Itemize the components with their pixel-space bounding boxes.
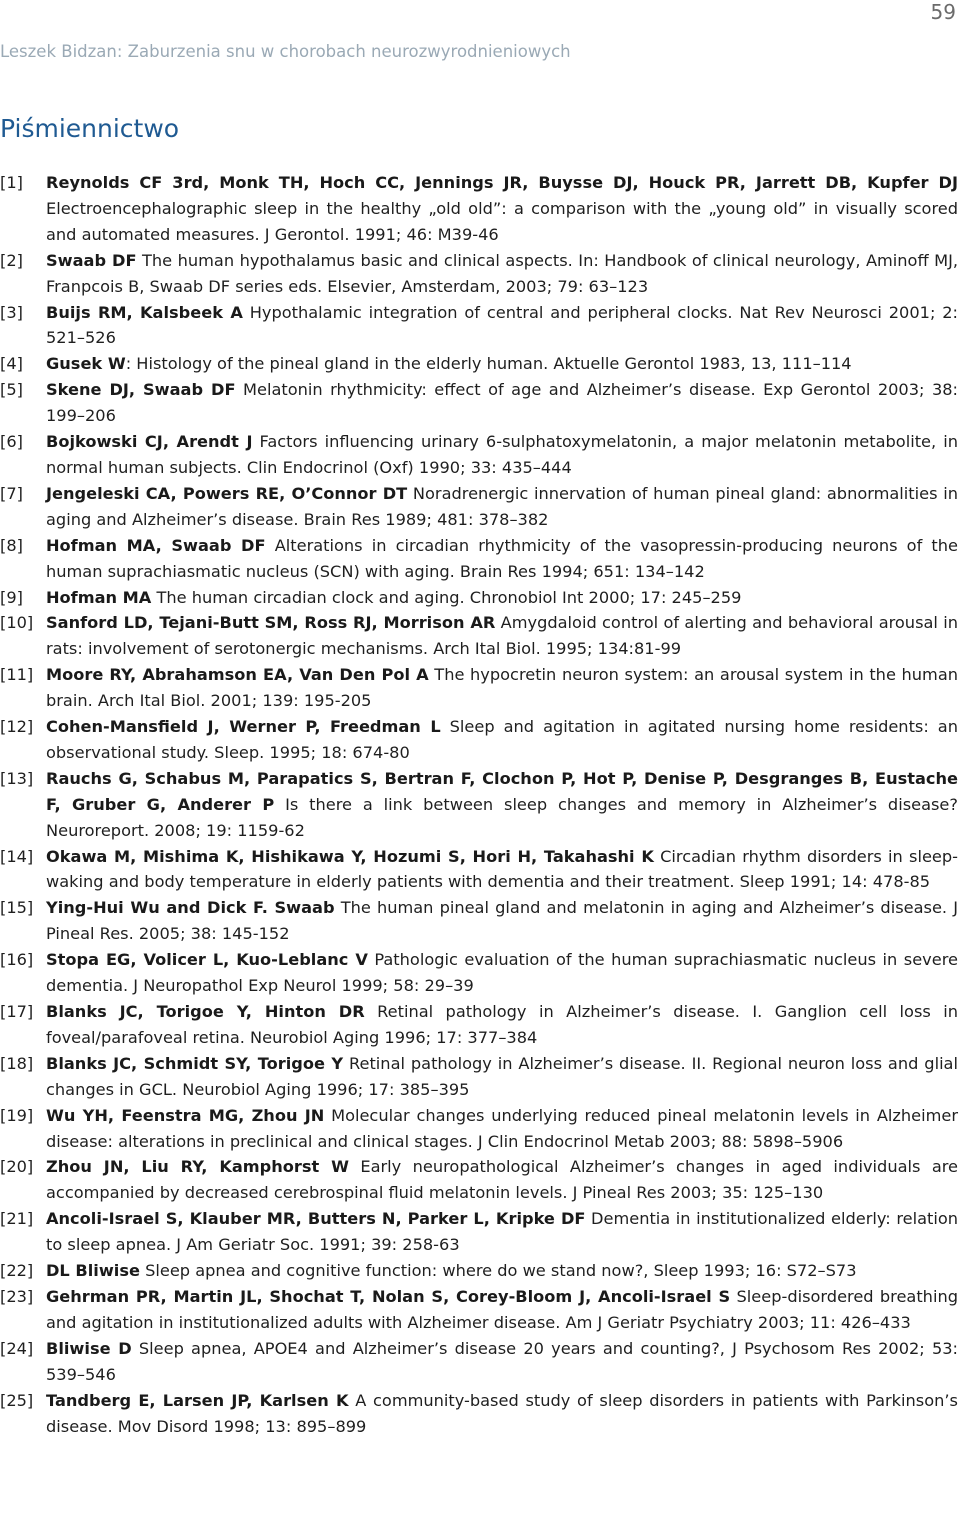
reference-authors: Bojkowski CJ, Arendt J	[46, 432, 253, 452]
running-header-title: Zaburzenia snu w chorobach neurozwyrodnieniowych	[122, 42, 571, 61]
reference-text	[46, 1284, 958, 1336]
reference-citation: Factors influencing urinary 6-sulphatoxymelatonin, a major melatonin metabolite, in normal human subjects. Clin Endocrinol (Oxf) 1990; 33: 435–444	[46, 432, 958, 477]
reference-number: [22]	[0, 1261, 34, 1281]
reference-number: [15]	[0, 898, 34, 918]
reference-number: [23]	[0, 1286, 34, 1306]
reference-number: [11]	[0, 665, 34, 685]
reference-authors: Wu YH, Feenstra MG, Zhou JN	[46, 1105, 325, 1125]
reference-item	[0, 1258, 958, 1284]
reference-citation: Sleep apnea and cognitive function: where do we stand now?, Sleep 1993; 16: S72–S73	[139, 1261, 857, 1281]
reference-number: [2]	[0, 250, 23, 270]
reference-authors: Bliwise D	[46, 1338, 132, 1358]
reference-authors: Hofman MA, Swaab DF	[46, 535, 266, 555]
reference-text	[46, 714, 958, 766]
reference-citation: Sleep-disordered breathing and agitation in institutionalized adults with Alzheimer disease. Am J Geriatr Psychiatry 2003; 11: 426–433	[46, 1286, 958, 1332]
reference-item	[0, 1051, 958, 1103]
reference-item	[0, 377, 958, 429]
reference-number: [21]	[0, 1209, 34, 1229]
reference-authors: Skene DJ, Swaab DF	[46, 380, 236, 400]
reference-text	[46, 585, 958, 611]
reference-text	[46, 377, 958, 429]
reference-number: [6]	[0, 432, 23, 452]
reference-item	[0, 429, 958, 481]
reference-authors: Blanks JC, Torigoe Y, Hinton DR	[46, 1002, 365, 1021]
reference-citation: Molecular changes underlying reduced pineal melatonin levels in Alzheimer disease: alterations in preclinical and clinical stages. J Clin Endocrinol Metab 2003; 88: 5898–5906	[46, 1105, 958, 1151]
reference-number: [4]	[0, 354, 23, 374]
reference-text	[46, 1206, 958, 1258]
reference-number: [17]	[0, 1002, 34, 1021]
running-header	[0, 42, 571, 61]
reference-citation: The human pineal gland and melatonin in aging and Alzheimer’s disease. J Pineal Res. 2005; 38: 145-152	[46, 898, 958, 944]
reference-item	[0, 300, 958, 352]
reference-text	[46, 1388, 958, 1440]
reference-item	[0, 1154, 958, 1206]
reference-text	[46, 844, 958, 896]
reference-citation: Is there a link between sleep changes and memory in Alzheimer’s disease? Neuroreport. 2008; 19: 1159-62	[46, 794, 958, 840]
reference-citation: Sleep and agitation in agitated nursing home residents: an observational study. Sleep. 1995; 18: 674-80	[46, 717, 958, 762]
reference-number: [20]	[0, 1157, 34, 1177]
running-header-author: Leszek Bidzan:	[0, 42, 123, 61]
reference-citation: Alterations in circadian rhythmicity of the vasopressin-producing neurons of the human suprachiasmatic nucleus (SCN) with aging. Brain Res 1994; 651: 134–142	[46, 535, 958, 581]
reference-item	[0, 351, 958, 377]
reference-citation: The human circadian clock and aging. Chronobiol Int 2000; 17: 245–259	[151, 587, 742, 607]
reference-number: [18]	[0, 1053, 34, 1073]
reference-authors: Ancoli-Israel S, Klauber MR, Butters N, Parker L, Kripke DF	[46, 1209, 586, 1229]
reference-citation: : Histology of the pineal gland in the elderly human. Aktuelle Gerontol 1983, 13, 111–114	[125, 354, 852, 374]
reference-item	[0, 248, 958, 300]
reference-item	[0, 1103, 958, 1155]
reference-number: [12]	[0, 717, 34, 737]
reference-item	[0, 533, 958, 585]
reference-text	[46, 662, 958, 714]
reference-citation: Hypothalamic integration of central and peripheral clocks. Nat Rev Neurosci 2001; 2: 521–526	[46, 302, 959, 348]
reference-citation: Retinal pathology in Alzheimer’s disease. I. Ganglion cell loss in foveal/parafoveal retina. Neurobiol Aging 1996; 17: 377–384	[46, 1002, 959, 1047]
reference-number: [8]	[0, 535, 23, 555]
reference-citation: Dementia in institutionalized elderly: relation to sleep apnea. J Am Geriatr Soc. 1991; 39: 258-63	[46, 1209, 958, 1255]
reference-text	[46, 1103, 958, 1155]
reference-item	[0, 895, 958, 947]
reference-authors: DL Bliwise	[46, 1261, 140, 1281]
reference-authors: Cohen-Mansfield J, Werner P, Freedman L	[46, 717, 441, 737]
reference-item	[0, 999, 958, 1051]
reference-text	[46, 248, 958, 300]
reference-number: [24]	[0, 1338, 34, 1358]
reference-authors: Swaab DF	[46, 250, 137, 270]
reference-number: [25]	[0, 1390, 34, 1410]
reference-item	[0, 1388, 958, 1440]
reference-item	[0, 714, 958, 766]
reference-citation: Electroencephalographic sleep in the healthy „old old”: a comparison with the „young old” in visually scored and automated measures. J Gerontol. 1991; 46: M39-46	[46, 198, 958, 244]
reference-citation: The hypocretin neuron system: an arousal system in the human brain. Arch Ital Biol. 2001; 139: 195-205	[46, 665, 958, 711]
reference-authors: Gehrman PR, Martin JL, Shochat T, Nolan S, Corey-Bloom J, Ancoli-Israel S	[46, 1286, 731, 1306]
reference-number: [13]	[0, 768, 34, 788]
reference-text	[46, 766, 958, 844]
reference-number: [9]	[0, 587, 23, 607]
reference-citation: Early neuropathological Alzheimer’s changes in aged individuals are accompanied by decreased cerebrospinal fluid melatonin levels. J Pineal Res 2003; 35: 125–130	[46, 1157, 958, 1203]
reference-authors: Hofman MA	[46, 587, 152, 607]
reference-authors: Ying-Hui Wu and Dick F. Swaab	[46, 898, 335, 918]
reference-citation: Noradrenergic innervation of human pineal gland: abnormalities in aging and Alzheimer’s disease. Brain Res 1989; 481: 378–382	[46, 483, 958, 529]
reference-number: [7]	[0, 483, 23, 503]
reference-authors: Okawa M, Mishima K, Hishikawa Y, Hozumi S, Hori H, Takahashi K	[46, 846, 654, 866]
reference-authors: Gusek W	[46, 354, 126, 374]
reference-item	[0, 766, 958, 844]
reference-text	[46, 170, 958, 248]
reference-item	[0, 585, 958, 611]
reference-text	[46, 895, 958, 947]
reference-authors: Tandberg E, Larsen JP, Karlsen K	[46, 1390, 349, 1410]
reference-authors: Buijs RM, Kalsbeek A	[46, 302, 243, 322]
reference-citation: A community-based study of sleep disorders in patients with Parkinson’s disease. Mov Disord 1998; 13: 895–899	[46, 1390, 958, 1436]
reference-citation: Amygdaloid control of alerting and behavioral arousal in rats: involvement of serotonergic mechanisms. Arch Ital Biol. 1995; 134:81-99	[46, 613, 959, 659]
reference-list	[0, 170, 958, 1439]
reference-item	[0, 844, 958, 896]
reference-number: [3]	[0, 302, 23, 322]
reference-number: [16]	[0, 950, 34, 970]
reference-authors: Blanks JC, Schmidt SY, Torigoe Y	[46, 1053, 344, 1073]
reference-text	[46, 610, 958, 662]
reference-item	[0, 1336, 958, 1388]
reference-item	[0, 610, 958, 662]
reference-authors: Jengeleski CA, Powers RE, O’Connor DT	[46, 483, 408, 503]
reference-item	[0, 947, 958, 999]
reference-item	[0, 481, 958, 533]
reference-item	[0, 662, 958, 714]
reference-text	[46, 429, 958, 481]
reference-number: [19]	[0, 1105, 34, 1125]
reference-authors: Zhou JN, Liu RY, Kamphorst W	[46, 1157, 349, 1177]
reference-authors: Moore RY, Abrahamson EA, Van Den Pol A	[46, 665, 429, 685]
reference-citation: Pathologic evaluation of the human suprachiasmatic nucleus in severe dementia. J Neuropathol Exp Neurol 1999; 58: 29–39	[46, 950, 958, 996]
reference-citation: Sleep apnea, APOE4 and Alzheimer’s disease 20 years and counting?, J Psychosom Res 2002; 53: 539–546	[46, 1338, 959, 1384]
reference-text	[46, 1336, 958, 1388]
reference-citation: Melatonin rhythmicity: effect of age and Alzheimer’s disease. Exp Gerontol 2003; 38: 199–206	[46, 380, 959, 426]
reference-authors: Sanford LD, Tejani-Butt SM, Ross RJ, Morrison AR	[46, 613, 496, 633]
reference-number: [10]	[0, 613, 34, 633]
reference-citation: Circadian rhythm disorders in sleep-waking and body temperature in elderly patients with dementia and their treatment. Sleep 1991; 14: 478-85	[46, 846, 958, 892]
reference-text	[46, 999, 958, 1051]
reference-number: [1]	[0, 173, 23, 192]
reference-item	[0, 1284, 958, 1336]
reference-text	[46, 481, 958, 533]
section-heading: Piśmiennictwo	[0, 114, 180, 143]
reference-text	[46, 1258, 958, 1284]
reference-citation: The human hypothalamus basic and clinical aspects. In: Handbook of clinical neurology, Aminoff MJ, Franpcois B, Swaab DF series eds. Elsevier, Amsterdam, 2003; 79: 63–123	[46, 250, 958, 296]
page-number: 59	[930, 0, 956, 24]
reference-number: [14]	[0, 846, 34, 866]
reference-citation: Retinal pathology in Alzheimer’s disease. II. Regional neuron loss and glial changes in GCL. Neurobiol Aging 1996; 17: 385–395	[46, 1053, 958, 1099]
reference-text	[46, 533, 958, 585]
reference-authors: Reynolds CF 3rd, Monk TH, Hoch CC, Jennings JR, Buysse DJ, Houck PR, Jarrett DB, Kupfer DJ	[46, 173, 958, 192]
reference-authors: Rauchs G, Schabus M, Parapatics S, Bertran F, Clochon P, Hot P, Denise P, Desgranges B, Eustache F, Gruber G, Anderer P	[46, 768, 958, 814]
reference-item	[0, 170, 958, 248]
reference-text	[46, 947, 958, 999]
reference-authors: Stopa EG, Volicer L, Kuo-Leblanc V	[46, 950, 368, 970]
reference-text	[46, 1154, 958, 1206]
reference-item	[0, 1206, 958, 1258]
reference-text	[46, 351, 958, 377]
reference-text	[46, 1051, 958, 1103]
reference-text	[46, 300, 958, 352]
reference-number: [5]	[0, 380, 23, 400]
